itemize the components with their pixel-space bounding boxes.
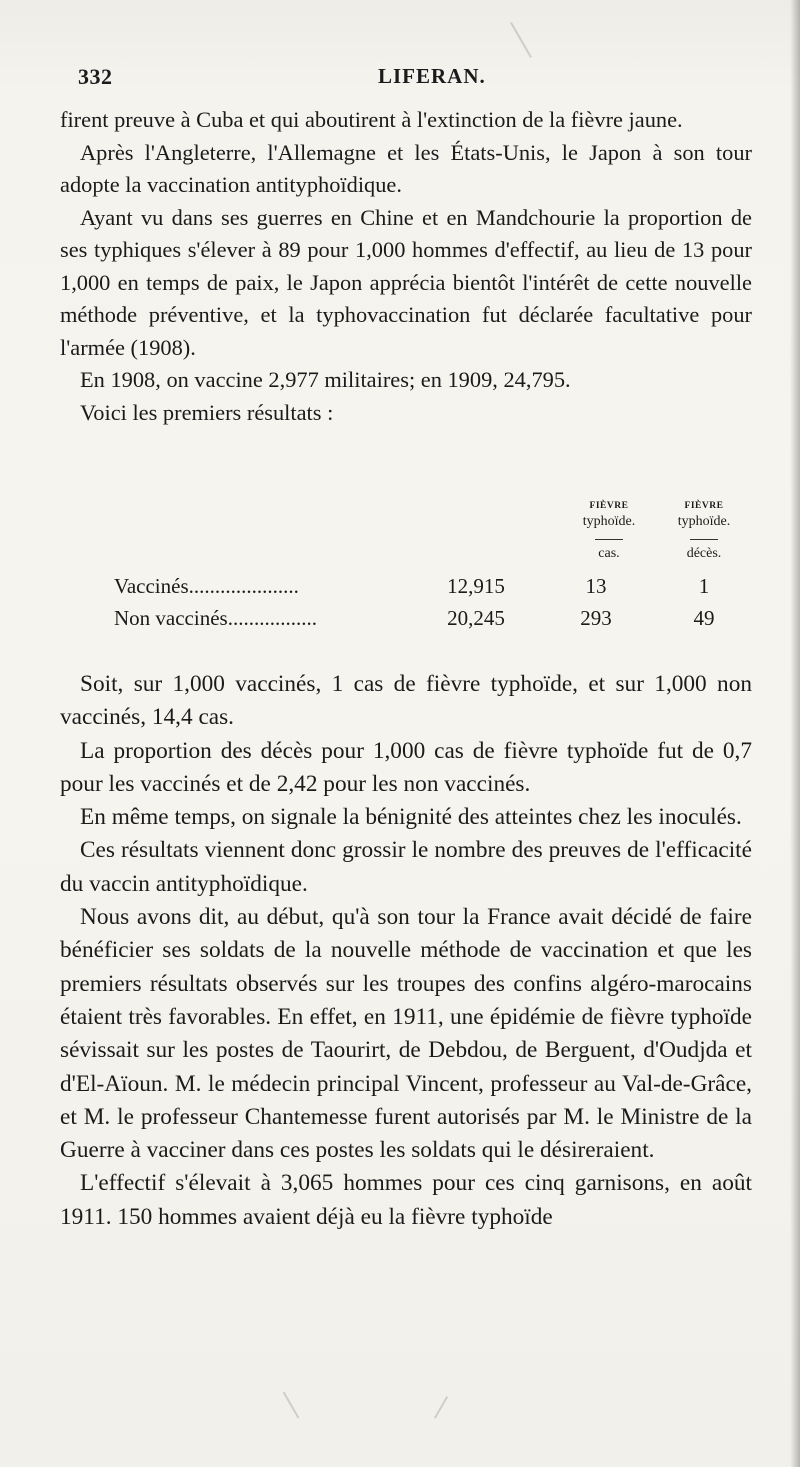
- running-title: LIFERAN.: [378, 64, 486, 88]
- row-count: 20,245: [447, 606, 505, 630]
- row-deaths: 49: [693, 606, 715, 630]
- table-row: [114, 574, 734, 602]
- paragraph: Ayant vu dans ses guerres en Chine et en Mandchourie la proportion de ses typhiques s'élever à 89 pour 1,000 hommes d'effectif, au lieu de 13 pour 1,000 en temps de paix, le Japon apprécia bientôt l'intérêt de cette nouvelle méthode préventive, et la typhovaccination fut déclarée facultative pour l'armée (1908).: [60, 204, 752, 360]
- paragraph: L'effectif s'élevait à 3,065 hommes pour ces cinq garnisons, en août 1911. 150 hommes avaient déjà eu la fièvre typhoïde: [60, 1170, 752, 1230]
- row-label: Vaccinés.....................: [114, 574, 299, 598]
- column-header-unit: décès.: [686, 546, 722, 561]
- page-header: [78, 64, 738, 94]
- text-block-bottom: [60, 668, 752, 1234]
- paragraph: Après l'Angleterre, l'Allemagne et les États-Unis, le Japon à son tour adopte la vaccination antityphoïdique.: [60, 139, 752, 197]
- page-edge-shadow: [790, 0, 800, 1467]
- column-header-unit: cas.: [598, 546, 620, 561]
- paragraph: En même temps, on signale la bénignité des atteintes chez les inoculés.: [80, 804, 742, 831]
- paragraph: firent preuve à Cuba et qui aboutirent à l'extinction de la fièvre jaune.: [60, 107, 683, 132]
- scan-scratch: [510, 22, 532, 58]
- text-block-top: [60, 104, 752, 429]
- scan-scratch: [434, 1396, 448, 1419]
- scan-scratch: [283, 1392, 300, 1419]
- column-header-caps: FIÈVRE: [684, 501, 724, 511]
- paragraph: La proportion des décès pour 1,000 cas de fièvre typhoïde fut de 0,7 pour les vaccinés et de 2,42 pour les non vaccinés.: [60, 737, 752, 797]
- paragraph: Soit, sur 1,000 vaccinés, 1 cas de fièvre typhoïde, et sur 1,000 non vaccinés, 14,4 cas.: [60, 671, 752, 731]
- row-count: 12,915: [447, 574, 505, 598]
- paragraph: Ces résultats viennent donc grossir le nombre des preuves de l'efficacité du vaccin antityphoïdique.: [60, 837, 752, 897]
- column-header-deaths: [649, 498, 759, 562]
- column-header-title: typhoïde.: [582, 514, 636, 529]
- page-number: 332: [78, 64, 113, 89]
- row-cases: 13: [585, 574, 607, 598]
- paragraph: Nous avons dit, au début, qu'à son tour la France avait décidé de faire bénéficier ses soldats de la nouvelle méthode de vaccination et que les premiers résultats observés sur les troupes des confins algéro-marocains étaient très favorables. En effet, en 1911, une épidémie de fièvre typhoïde sévissait sur les postes de Taourirt, de Debdou, de Berguent, d'Oudjda et d'El-Aïoun. M. le médecin principal Vincent, professeur au Val-de-Grâce, et M. le professeur Chantemesse furent autorisés par M. le Ministre de la Guerre à vacciner dans ces postes les soldats qui le désireraient.: [60, 904, 752, 1164]
- row-label: Non vaccinés.................: [114, 606, 317, 630]
- column-header-title: typhoïde.: [677, 514, 731, 529]
- column-header-caps: FIÈVRE: [589, 501, 629, 511]
- row-cases: 293: [580, 606, 612, 630]
- paragraph: Voici les premiers résultats :: [80, 399, 334, 425]
- row-deaths: 1: [698, 574, 710, 598]
- paragraph: En 1908, on vaccine 2,977 militaires; en 1909, 24,795.: [80, 367, 571, 392]
- results-table: [114, 498, 744, 638]
- column-header-rule: [595, 539, 623, 540]
- column-header-cases: [554, 498, 664, 562]
- table-row: [114, 606, 734, 634]
- column-header-rule: [690, 539, 718, 540]
